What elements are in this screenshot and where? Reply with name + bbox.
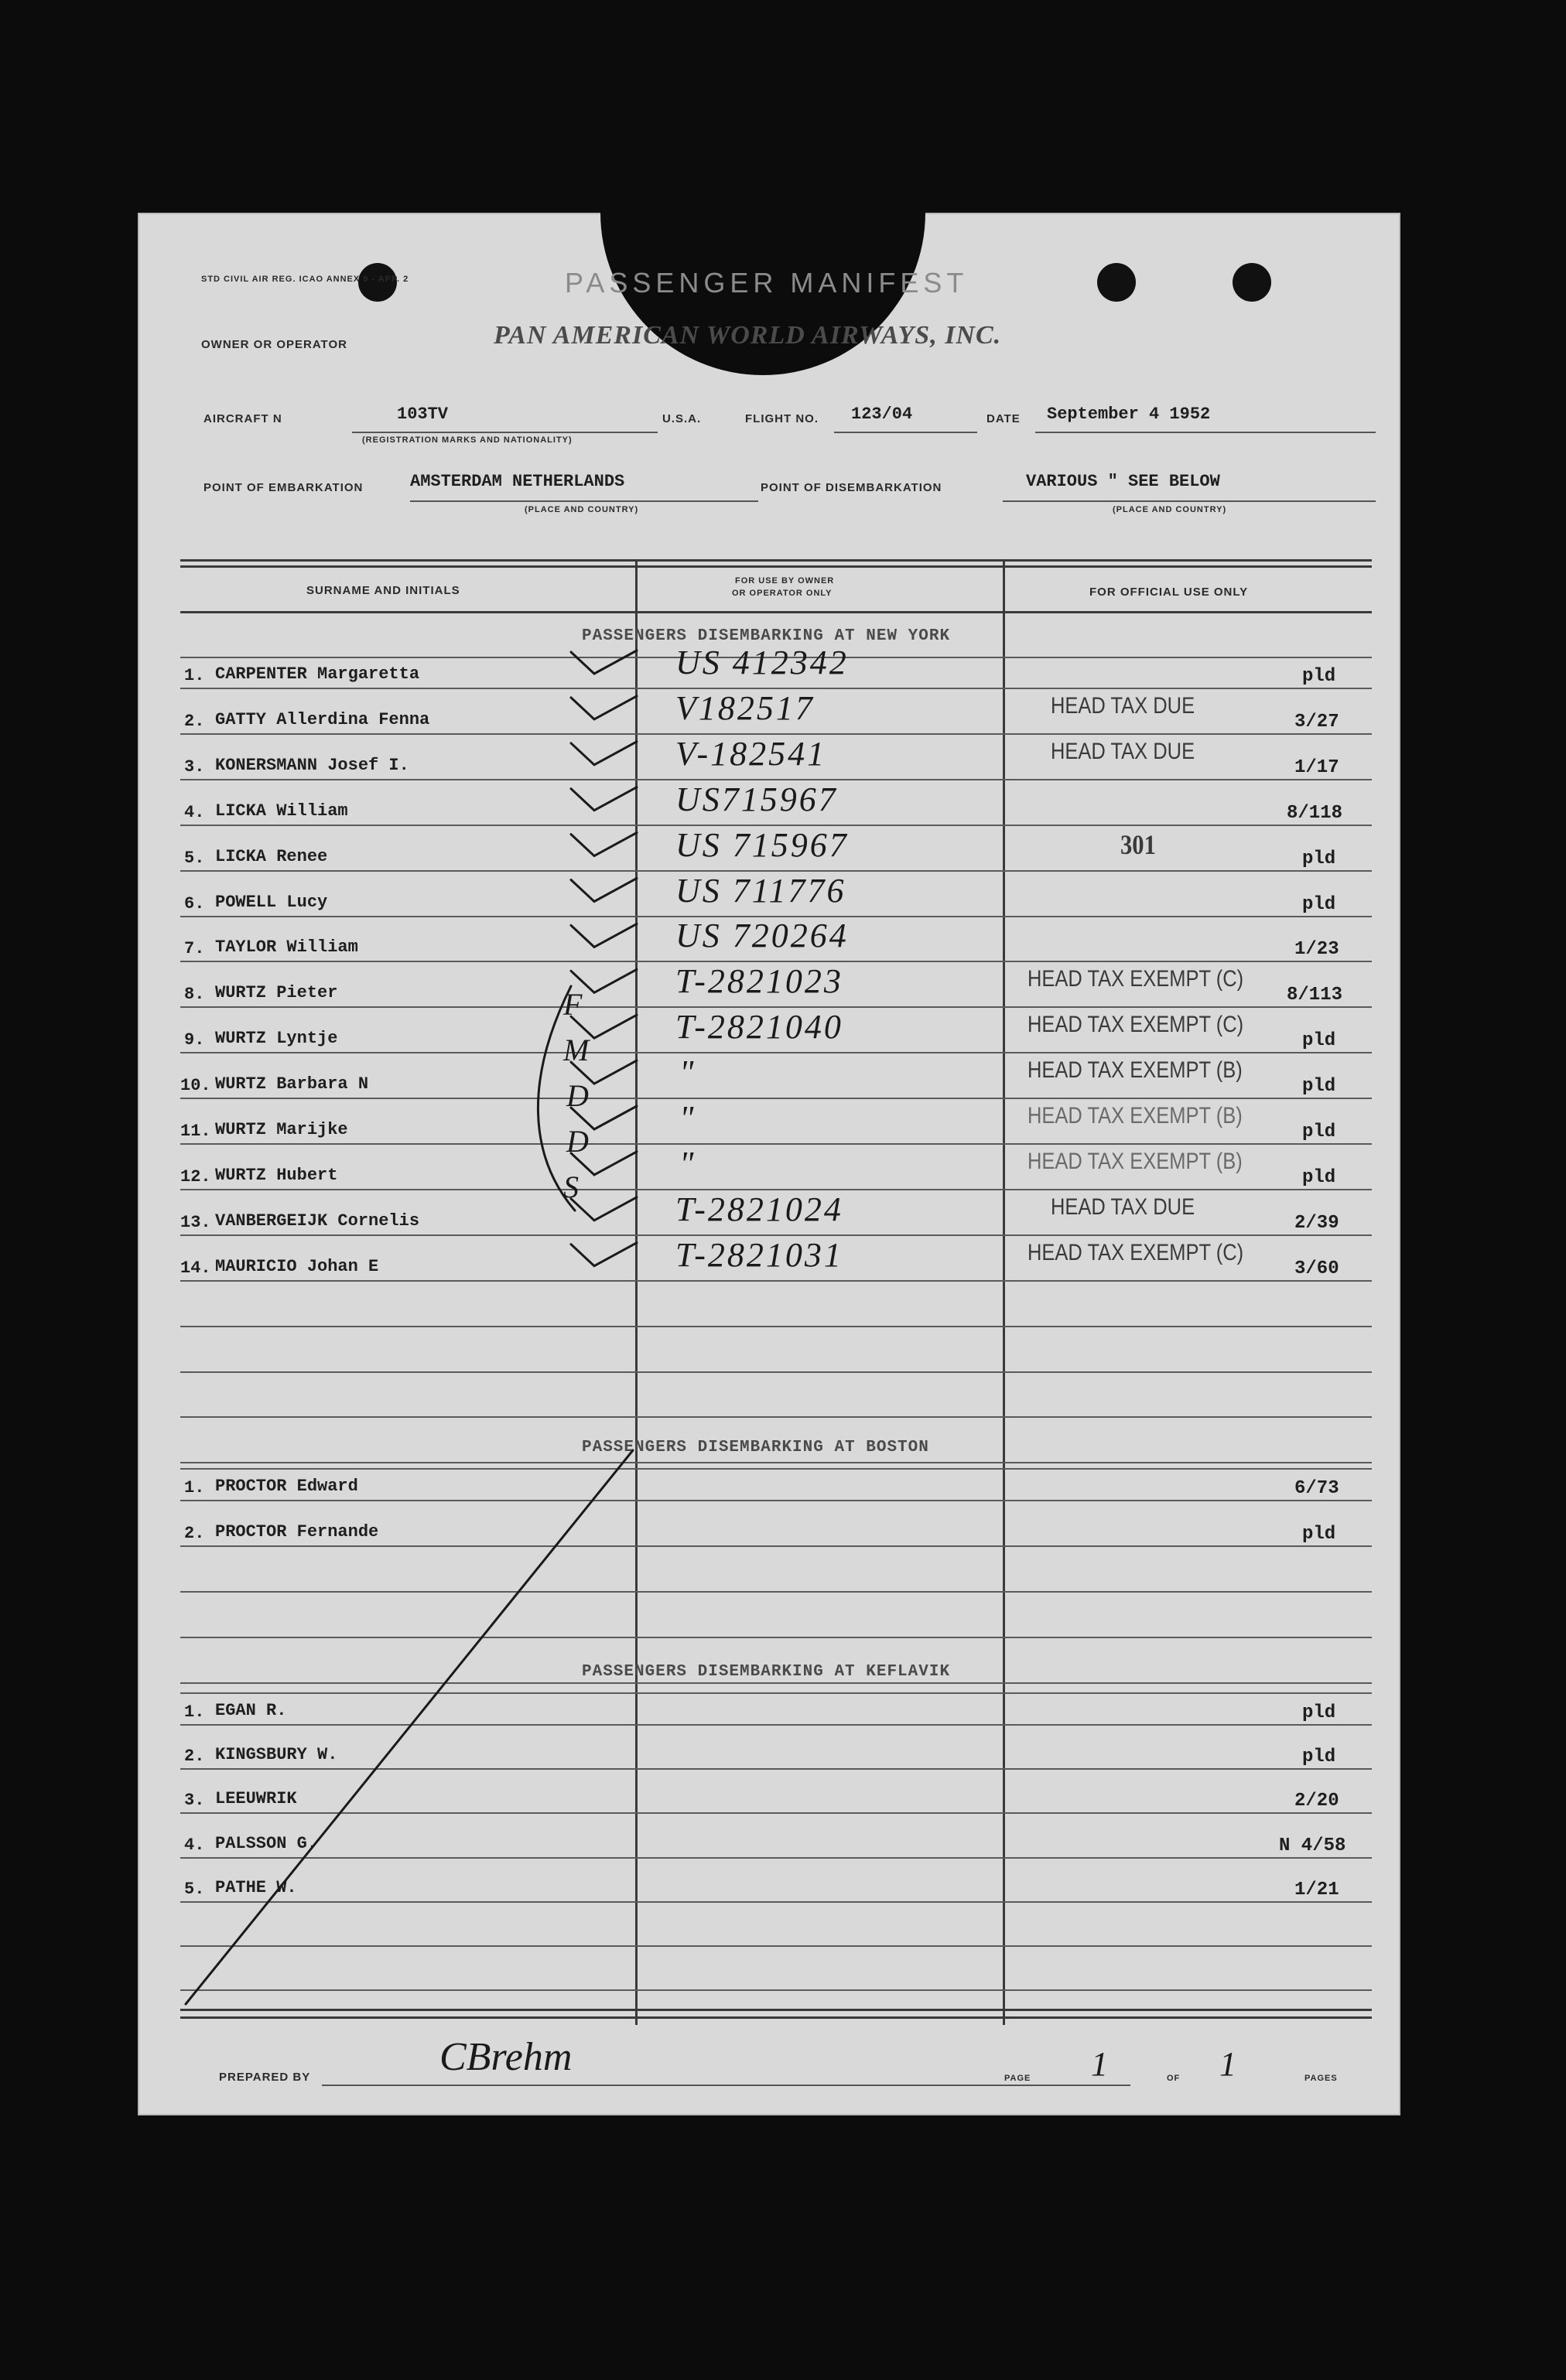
passport-number: T-2821024 (675, 1190, 843, 1228)
family-mark: S (563, 1170, 579, 1204)
official-stamp: 301 (1120, 828, 1156, 860)
section-heading: PASSENGERS DISEMBARKING AT NEW YORK (582, 627, 951, 645)
check-mark-icon (571, 1152, 637, 1175)
check-mark-icon (571, 879, 637, 902)
check-mark-icon (571, 650, 637, 674)
embarkation-label: POINT OF EMBARKATION (203, 481, 364, 494)
row-number: 13. (180, 1212, 211, 1232)
row-number: 6. (184, 893, 205, 913)
check-mark-icon (571, 1015, 637, 1038)
check-mark-icon (571, 969, 637, 992)
passport-number: T-2821023 (675, 962, 843, 1001)
passport-number: " (679, 1053, 696, 1092)
col-header-name: SURNAME AND INITIALS (306, 584, 460, 597)
row-number: 1. (184, 666, 205, 685)
official-code: pld (1302, 1747, 1336, 1768)
official-code: 8/113 (1287, 985, 1343, 1006)
row-number: 7. (184, 939, 205, 959)
flight-label: FLIGHT NO. (745, 412, 819, 425)
passport-number: US 711776 (675, 871, 846, 910)
official-code: 3/60 (1294, 1258, 1339, 1279)
official-code: pld (1302, 1524, 1336, 1545)
disembarkation-label: POINT OF DISEMBARKATION (761, 481, 942, 494)
passport-number: " (679, 1099, 696, 1137)
check-mark-icon (571, 833, 637, 856)
official-code: 3/27 (1294, 711, 1339, 732)
row-number: 9. (184, 1030, 205, 1050)
aircraft-label: AIRCRAFT N (203, 412, 282, 425)
pages-label: PAGES (1304, 2074, 1338, 2083)
official-code: N 4/58 (1279, 1835, 1346, 1856)
passenger-name: PATHE W. (215, 1877, 297, 1897)
official-code: pld (1302, 848, 1336, 869)
row-number: 14. (180, 1258, 211, 1278)
passenger-name: PROCTOR Fernande (215, 1522, 379, 1542)
passport-number: " (679, 1144, 696, 1183)
check-mark-icon (571, 1243, 637, 1266)
check-mark-icon (571, 787, 637, 811)
passport-number: V-182541 (675, 734, 827, 773)
strike-line (186, 1450, 633, 2004)
official-code: pld (1302, 1030, 1336, 1052)
official-code: 6/73 (1294, 1478, 1339, 1499)
official-stamp: HEAD TAX EXEMPT (B) (1027, 1057, 1243, 1084)
official-code: 1/23 (1294, 939, 1339, 961)
passport-number: V182517 (675, 688, 815, 727)
section-heading: PASSENGERS DISEMBARKING AT BOSTON (582, 1439, 929, 1456)
row-number: 4. (184, 802, 205, 822)
official-code: pld (1302, 1702, 1336, 1723)
official-stamp: HEAD TAX DUE (1051, 692, 1195, 719)
official-code: pld (1302, 666, 1336, 687)
family-mark: M (563, 1033, 590, 1067)
official-stamp: HEAD TAX EXEMPT (C) (1027, 966, 1244, 992)
row-number: 2. (184, 1524, 205, 1543)
page-label: PAGE (1004, 2074, 1031, 2083)
official-code: pld (1302, 1122, 1336, 1142)
passport-number: US715967 (675, 780, 838, 818)
col-header-official: FOR OFFICIAL USE ONLY (1089, 586, 1249, 599)
row-number: 3. (184, 756, 205, 777)
operator-name: PAN AMERICAN WORLD AIRWAYS, INC. (494, 321, 1002, 350)
form-reference: STD CIVIL AIR REG. ICAO ANNEX 9 - APP. 2 (201, 275, 409, 284)
place-note: (PLACE AND COUNTRY) (1113, 505, 1227, 514)
passenger-name: EGAN R. (215, 1701, 287, 1720)
section-heading: PASSENGERS DISEMBARKING AT KEFLAVIK (582, 1663, 951, 1681)
row-number: 4. (184, 1835, 205, 1855)
check-mark-icon (571, 742, 637, 765)
passenger-name: PROCTOR Edward (215, 1477, 358, 1496)
official-code: 2/39 (1294, 1212, 1339, 1234)
official-code: pld (1302, 893, 1336, 915)
official-code: 2/20 (1294, 1791, 1339, 1812)
prepared-by-label: PREPARED BY (219, 2071, 311, 2084)
passenger-name: WURTZ Lyntje (215, 1029, 338, 1049)
official-stamp: HEAD TAX DUE (1051, 738, 1195, 764)
passport-number: US 412342 (675, 644, 849, 681)
row-number: 11. (180, 1122, 211, 1141)
nationality: U.S.A. (662, 412, 702, 425)
passenger-name: WURTZ Marijke (215, 1120, 348, 1139)
flight-value: 123/04 (851, 405, 913, 424)
row-number: 5. (184, 848, 205, 868)
page-total: 1 (1219, 2045, 1236, 2083)
official-stamp: HEAD TAX EXEMPT (B) (1027, 1103, 1243, 1129)
family-mark: D (566, 1078, 589, 1113)
passport-number: US 715967 (675, 825, 849, 864)
passenger-name: KONERSMANN Josef I. (215, 755, 409, 775)
registration-note: (REGISTRATION MARKS AND NATIONALITY) (362, 435, 573, 445)
check-mark-icon (571, 1060, 637, 1084)
row-number: 8. (184, 985, 205, 1005)
official-code: 1/21 (1294, 1879, 1339, 1900)
date-value: September 4 1952 (1047, 405, 1211, 424)
passenger-name: WURTZ Hubert (215, 1165, 338, 1185)
family-mark: F (563, 987, 583, 1022)
official-stamp: HEAD TAX EXEMPT (C) (1027, 1012, 1244, 1038)
check-mark-icon (571, 696, 637, 719)
passenger-name: LICKA Renee (215, 846, 328, 866)
row-number: 12. (180, 1166, 211, 1187)
row-number: 2. (184, 711, 205, 731)
official-code: pld (1302, 1076, 1336, 1098)
page-number: 1 (1091, 2045, 1108, 2083)
official-code: pld (1302, 1166, 1336, 1188)
check-mark-icon (571, 1106, 637, 1129)
check-mark-icon (571, 924, 637, 947)
date-label: DATE (986, 412, 1021, 425)
row-number: 1. (184, 1478, 205, 1497)
row-number: 3. (184, 1791, 205, 1811)
manifest-title: PASSENGER MANIFEST (565, 267, 969, 299)
official-code: 1/17 (1294, 756, 1339, 778)
preparer-signature: CBrehm (439, 2035, 573, 2079)
passenger-name: KINGSBURY W. (215, 1745, 338, 1765)
passenger-name: TAYLOR William (215, 937, 358, 958)
passport-number: T-2821040 (675, 1008, 843, 1047)
passenger-name: PALSSON G. (215, 1833, 318, 1853)
official-code: 8/118 (1287, 802, 1343, 824)
embarkation-value: AMSTERDAM NETHERLANDS (410, 472, 625, 491)
row-number: 1. (184, 1702, 205, 1722)
aircraft-value: 103TV (397, 405, 449, 424)
passport-number: T-2821031 (675, 1235, 843, 1274)
place-note: (PLACE AND COUNTRY) (525, 505, 639, 514)
of-label: OF (1167, 2074, 1181, 2083)
owner-label: OWNER OR OPERATOR (201, 338, 347, 351)
passenger-name: POWELL Lucy (215, 892, 328, 912)
passenger-name: MAURICIO Johan E (215, 1256, 379, 1276)
row-number: 5. (184, 1879, 205, 1899)
passenger-name: VANBERGEIJK Cornelis (215, 1210, 420, 1231)
check-mark-icon (571, 1197, 637, 1221)
disembarkation-value: VARIOUS " SEE BELOW (1026, 472, 1220, 491)
official-stamp: HEAD TAX DUE (1051, 1193, 1195, 1220)
official-stamp: HEAD TAX EXEMPT (C) (1027, 1239, 1244, 1265)
col-header-owner-2: OR OPERATOR ONLY (732, 589, 833, 598)
passenger-name: WURTZ Barbara N (215, 1074, 369, 1094)
passenger-name: GATTY Allerdina Fenna (215, 709, 430, 729)
family-mark: D (566, 1124, 589, 1159)
family-bracket (538, 986, 575, 1210)
passenger-name: LEEUWRIK (215, 1789, 297, 1809)
passenger-name: WURTZ Pieter (215, 983, 338, 1003)
passenger-name: LICKA William (215, 801, 348, 821)
row-number: 10. (180, 1076, 211, 1096)
passenger-name: CARPENTER Margaretta (215, 664, 420, 684)
col-header-owner: FOR USE BY OWNER (735, 576, 835, 586)
passport-number: US 720264 (675, 917, 849, 955)
official-stamp: HEAD TAX EXEMPT (B) (1027, 1148, 1243, 1174)
row-number: 2. (184, 1747, 205, 1767)
